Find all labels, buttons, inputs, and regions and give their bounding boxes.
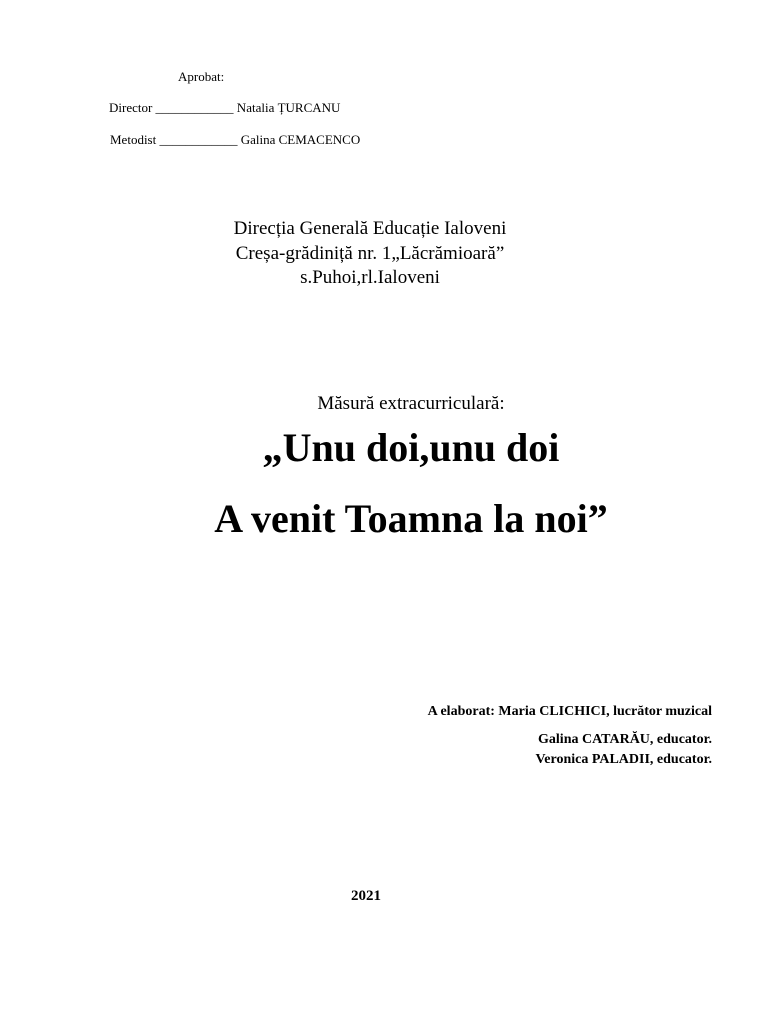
author-line-2: Galina CATARĂU, educator. xyxy=(538,732,712,747)
institution-directorate: Direcția Generală Educație Ialoveni xyxy=(233,218,507,239)
author-line-3: Veronica PALADII, educator. xyxy=(535,752,712,767)
author-line-1: A elaborat: Maria CLICHICI, lucrător muzical xyxy=(427,704,712,719)
institution-location: s.Puhoi,rl.Ialoveni xyxy=(300,267,440,288)
approved-label: Aprobat: xyxy=(178,69,225,84)
event-type-label: Măsură extracurriculară: xyxy=(317,393,505,414)
methodist-signature-line: Metodist ____________ Galina CEMACENCO xyxy=(110,132,361,147)
document-year: 2021 xyxy=(351,888,381,904)
event-title-line-2: A venit Toamna la noi” xyxy=(214,496,608,541)
director-signature-line: Director ____________ Natalia ȚURCANU xyxy=(109,100,341,115)
event-title-line-1: „Unu doi,unu doi xyxy=(262,425,560,470)
institution-kindergarten: Creșa-grădiniță nr. 1„Lăcrămioară” xyxy=(235,243,505,264)
